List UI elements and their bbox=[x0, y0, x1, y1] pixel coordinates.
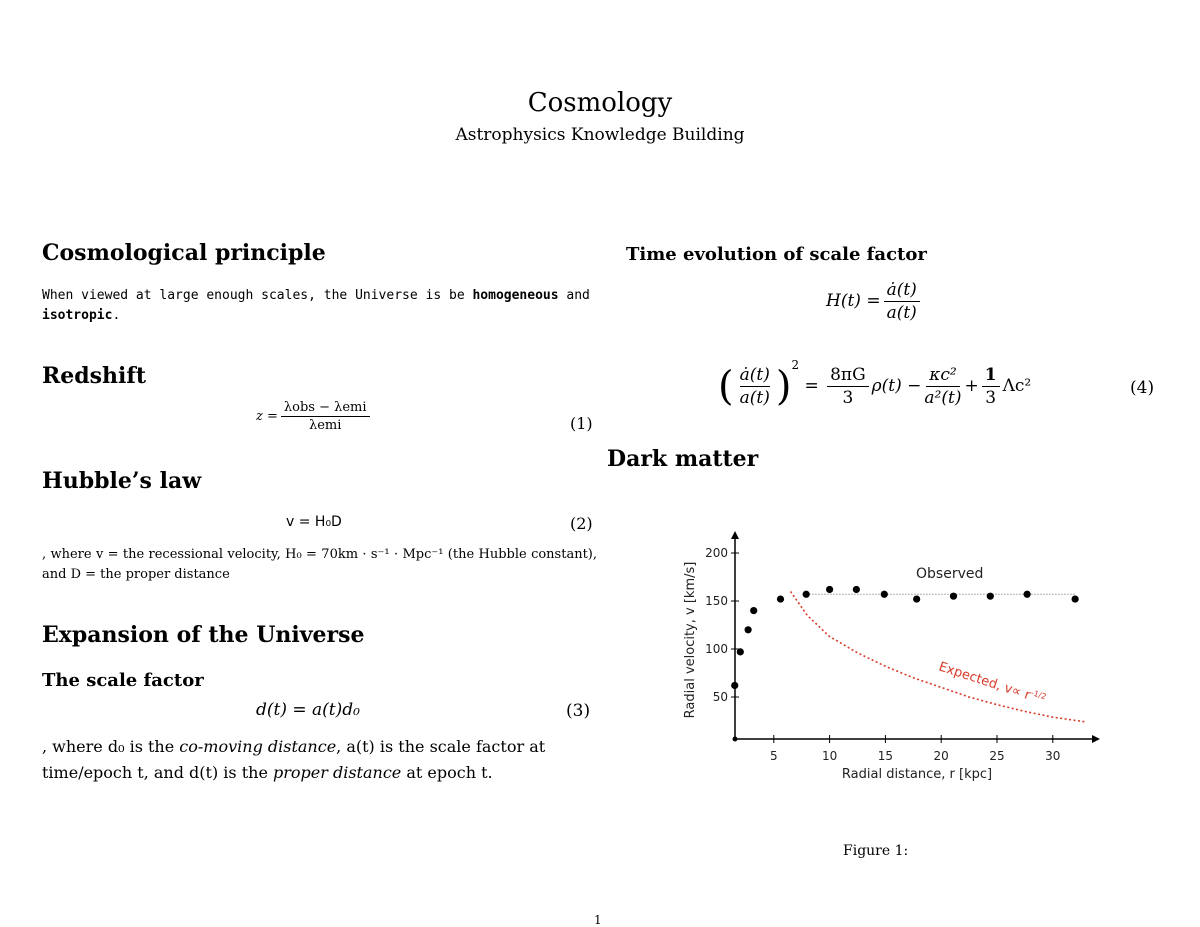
eq-numerator: ȧ(t) bbox=[739, 365, 770, 385]
emphasis: proper distance bbox=[273, 763, 402, 782]
equation-number: (2) bbox=[570, 514, 593, 533]
eq-term: Λc² bbox=[1002, 376, 1032, 396]
data-point bbox=[745, 626, 752, 633]
heading-expansion: Expansion of the Universe bbox=[42, 622, 365, 648]
series-line bbox=[791, 591, 1087, 722]
eq-numerator: ȧ(t) bbox=[884, 280, 920, 302]
heading-scale-factor: The scale factor bbox=[42, 670, 204, 691]
data-point bbox=[1072, 595, 1079, 602]
equation-number: (3) bbox=[566, 701, 591, 721]
hubble-equation: v = H₀D bbox=[286, 514, 342, 530]
y-tick-label: 200 bbox=[705, 546, 728, 560]
eq-denominator: a(t) bbox=[739, 388, 770, 408]
rotation-curve-chart bbox=[670, 520, 1110, 790]
data-point bbox=[777, 595, 784, 602]
data-point bbox=[950, 593, 957, 600]
scale-factor-text bbox=[42, 734, 592, 786]
data-point bbox=[913, 595, 920, 602]
data-point bbox=[737, 648, 744, 655]
data-point bbox=[826, 586, 833, 593]
eq-denominator: 3 bbox=[842, 388, 854, 408]
x-tick-label: 20 bbox=[933, 749, 949, 763]
eq-denominator: a(t) bbox=[886, 303, 917, 323]
data-point bbox=[853, 586, 860, 593]
y-tick-label: 50 bbox=[712, 690, 728, 704]
equation-number: (1) bbox=[570, 414, 593, 433]
x-tick-label: 10 bbox=[821, 749, 838, 763]
heading-hubbles-law: Hubble’s law bbox=[42, 468, 202, 494]
bold-term: isotropic bbox=[42, 308, 113, 323]
eq-numerator: 1 bbox=[982, 365, 1000, 387]
eq-sign: = bbox=[804, 376, 819, 396]
eq-lhs: H(t) = bbox=[826, 291, 881, 311]
data-point bbox=[987, 593, 994, 600]
eq-sign: + bbox=[964, 376, 979, 396]
page-number: 1 bbox=[594, 913, 602, 927]
principle-text bbox=[42, 286, 597, 326]
svg-text:Expected, v∝ r-1/2 bbox=[937, 659, 1048, 709]
y-tick-label: 100 bbox=[705, 642, 728, 656]
x-axis-arrow bbox=[1092, 735, 1100, 743]
x-tick-label: 5 bbox=[769, 749, 778, 763]
text: and bbox=[558, 288, 590, 303]
bold-term: homogeneous bbox=[472, 288, 559, 303]
emphasis: co-moving distance bbox=[179, 737, 337, 756]
eq-numerator: κc² bbox=[926, 365, 959, 387]
expected-label-exponent: -1/2 bbox=[1029, 688, 1048, 702]
eq-exponent: 2 bbox=[791, 358, 800, 372]
eq-denominator: λemi bbox=[308, 418, 342, 433]
redshift-equation bbox=[256, 400, 373, 433]
scale-factor-equation: d(t) = a(t)d₀ bbox=[256, 700, 360, 720]
text: . bbox=[112, 308, 121, 323]
hubble-text: , where v = the recessional velocity, H₀ = 70km · s⁻¹ · Mpc⁻¹ (the Hubble constant), and D = the proper distance bbox=[42, 547, 597, 582]
expected-label bbox=[937, 659, 1048, 709]
expected-label-text: Expected, v∝ r bbox=[936, 659, 1033, 704]
eq-term: ρ(t) − bbox=[871, 376, 922, 396]
x-tick-label: 30 bbox=[1045, 749, 1061, 763]
data-point bbox=[750, 607, 757, 614]
hubble-parameter-equation bbox=[826, 280, 923, 323]
heading-dark-matter: Dark matter bbox=[607, 446, 759, 472]
x-tick-label: 15 bbox=[877, 749, 894, 763]
eq-denominator: a²(t) bbox=[924, 388, 962, 408]
data-point bbox=[881, 591, 888, 598]
x-axis-label: Radial distance, r [kpc] bbox=[841, 767, 993, 782]
eq-lhs: z = bbox=[256, 409, 278, 424]
observed-label: Observed bbox=[916, 566, 984, 582]
figure-caption: Figure 1: bbox=[843, 843, 909, 859]
y-axis-label: Radial velocity, v [km/s] bbox=[683, 561, 698, 719]
friedmann-equation: ( $\frac{ȧ(t)}{a(t)}$ )$^2$ = $\frac{8\pi G}{3}$ ρ(t) − $\frac{\text{κc²}}{\text{a²(t)}}$ + $\frac{1}{3}$ Λc² bbox=[718, 358, 1032, 410]
x-tick-label: 25 bbox=[989, 749, 1005, 763]
heading-time-evolution: Time evolution of scale factor bbox=[626, 244, 927, 265]
eq-numerator: λobs − λemi bbox=[281, 400, 370, 417]
text: , where d₀ is the bbox=[42, 737, 180, 756]
heading-cosmological-principle: Cosmological principle bbox=[42, 240, 326, 266]
text: at epoch t. bbox=[401, 763, 493, 782]
text: When viewed at large enough scales, the Universe is be bbox=[42, 288, 473, 303]
data-point bbox=[1024, 591, 1031, 598]
document-subtitle: Astrophysics Knowledge Building bbox=[455, 125, 745, 145]
eq-numerator: 8πG bbox=[827, 365, 869, 387]
data-point bbox=[803, 591, 810, 598]
eq-denominator: 3 bbox=[985, 388, 997, 408]
data-point bbox=[731, 682, 738, 689]
heading-redshift: Redshift bbox=[42, 363, 147, 389]
document-title: Cosmology bbox=[527, 88, 673, 118]
y-axis-arrow bbox=[731, 531, 739, 539]
text: , a(t) is the scale factor at time/epoch t, and d(t) is the bbox=[42, 737, 546, 782]
y-tick-label: 150 bbox=[705, 594, 728, 608]
equation-number: (4) bbox=[1130, 378, 1155, 398]
chart-axes bbox=[731, 531, 1100, 743]
origin-dot bbox=[733, 737, 738, 742]
